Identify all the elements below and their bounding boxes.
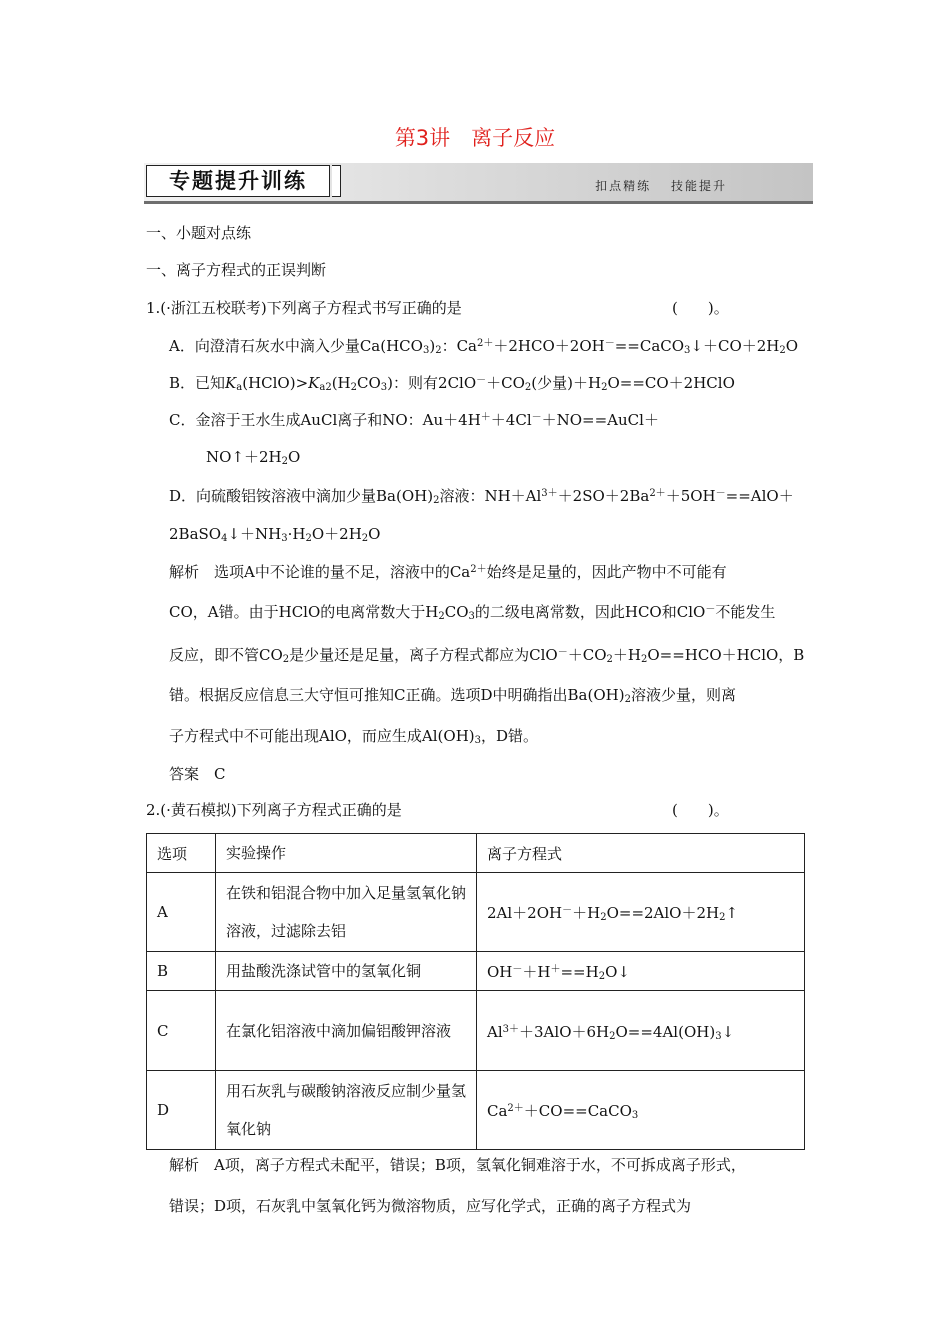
analysis-line: 错。根据反应信息三大守恒可推知C正确。选项D中明确指出$Ba(OH)_2$溶液少量，则离 xyxy=(169,686,736,705)
option-d: D．向硫酸铝铵溶液中滴加少量$Ba(OH)_2$溶液：$NH+Al^{3+}+2SO+2Ba^{2+}+5OH^-==AlO+$ xyxy=(169,487,794,506)
answer-line: 答案 C xyxy=(169,765,226,783)
analysis-line: CO，A错。由于HClO的电离常数大于$H_2CO_3$的二级电离常数，因此HCO和ClO－不能发生 xyxy=(169,603,776,622)
section-banner xyxy=(144,163,813,204)
option-c: C．金溶于王水生成AuCl离子和NO：Au＋4H＋＋4Cl－＋NO==AuCl＋ xyxy=(169,411,659,429)
question-2-stem: 2.(·黄石模拟)下列离子方程式正确的是 xyxy=(146,801,402,819)
table-cell: $Ca^{2+}+CO==CaCO_3$ xyxy=(477,1071,805,1150)
option-d-cont: $2BaSO_4↓+NH_3\cdot H_2O+2H_2O$ xyxy=(169,525,381,544)
banner-decor xyxy=(332,165,341,197)
table-cell: 在铁和铝混合物中加入足量氢氧化钠溶液，过滤除去铝 xyxy=(216,873,477,952)
analysis-line: 解析 A项，离子方程式未配平，错误；B项，氢氧化铜难溶于水，不可拆成离子形式， xyxy=(169,1156,746,1174)
table-header: 离子方程式 xyxy=(477,834,805,873)
table-cell: 用石灰乳与碳酸钠溶液反应制少量氢氧化钠 xyxy=(216,1071,477,1150)
analysis-line: 子方程式中不可能出现AlO，而应生成$Al(OH)_3$，D错。 xyxy=(169,727,539,746)
table-cell: $2Al+2OH^-+H_2O==2AlO+2H_2↑$ xyxy=(477,873,805,952)
table-cell: $OH^-+H^+==H_2O↓$ xyxy=(477,952,805,991)
answer-bracket: ( )。 xyxy=(672,299,729,317)
options-table xyxy=(146,833,805,1150)
table-header-row xyxy=(147,834,805,873)
analysis-line: 错误；D项，石灰乳中氢氧化钙为微溶物质，应写化学式，正确的离子方程式为 xyxy=(169,1197,692,1215)
table-cell: C xyxy=(147,991,216,1071)
page-title: 第3讲 离子反应 xyxy=(394,126,556,150)
table-cell: 用盐酸洗涤试管中的氢氧化铜 xyxy=(216,952,477,991)
table-cell: D xyxy=(147,1071,216,1150)
table-cell: A xyxy=(147,873,216,952)
table-header: 实验操作 xyxy=(216,834,477,873)
table-row xyxy=(147,991,805,1071)
analysis-line: 反应，即不管$CO_2$是少量还是足量，离子方程式都应为$ClO^-+CO_2+H_2O==HCO+HClO$，B xyxy=(169,646,805,665)
option-b: B．已知$K_a(HClO)>K_{a2}(H_2CO_3)$：则有$2ClO^-+CO_2$(少量)$+H_2O==CO+2HClO$ xyxy=(169,374,735,393)
table-row xyxy=(147,1071,805,1150)
table-header: 选项 xyxy=(147,834,216,873)
table-row xyxy=(147,873,805,952)
table-row xyxy=(147,952,805,991)
option-a: A．向澄清石灰水中滴入少量$Ca(HCO_3)_2$：$Ca^{2+}+2HCO+2OH^-==CaCO_3↓+CO+2H_2O$ xyxy=(169,337,799,356)
question-1-stem: 1.(·浙江五校联考)下列离子方程式书写正确的是 xyxy=(146,299,462,317)
banner-subtitle: 扣点精练 技能提升 xyxy=(595,179,727,193)
analysis-line: 解析 选项A中不论谁的量不足，溶液中的$Ca^{2+}$始终是足量的，因此产物中不可能有 xyxy=(169,563,727,581)
banner-label: 专题提升训练 xyxy=(146,165,330,197)
table-cell: $Al^{3+}+3AlO+6H_2O==4Al(OH)_3↓$ xyxy=(477,991,805,1071)
table-cell: B xyxy=(147,952,216,991)
section-heading: 一、小题对点练 xyxy=(146,224,252,242)
section-heading: 一、离子方程式的正误判断 xyxy=(146,261,327,279)
option-c-cont: $NO↑+2H_2O$ xyxy=(206,448,301,467)
table-cell: 在氯化铝溶液中滴加偏铝酸钾溶液 xyxy=(216,991,477,1071)
answer-bracket: ( )。 xyxy=(672,801,729,819)
